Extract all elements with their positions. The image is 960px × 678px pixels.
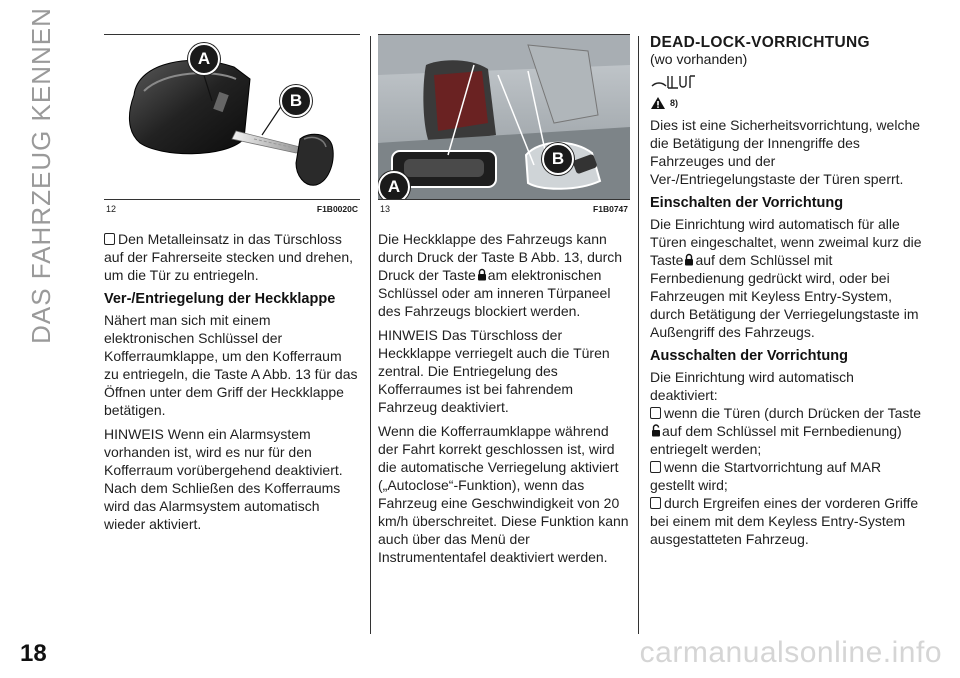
option-icon — [650, 72, 922, 90]
paragraph: HINWEIS Das Türschloss der Heckklappe verriegelt auch die Türen zentral. Die Entriegelung des Kofferraumes ist bei fahrendem Fahrzeug deaktiviert. — [378, 327, 610, 415]
paragraph: Nähert man sich mit einem elektronischen Schlüssel der Kofferraumklappe, um den Kofferraum zu entriegeln, die Taste A Abb. 13 für das Öffnen unter dem Griff der Heckklappe betätigen. — [104, 312, 358, 418]
column-1 — [104, 34, 360, 539]
section-title: DAS FAHRZEUG KENNEN — [25, 6, 56, 344]
section-subheading: (wo vorhanden) — [650, 51, 748, 67]
lock-key-icon — [684, 253, 694, 266]
label-b-badge: B — [280, 85, 312, 117]
key-fob-illustration — [104, 35, 360, 199]
figure-13-image — [378, 35, 630, 199]
figure-code: F1B0747 — [593, 204, 628, 214]
subheading: Einschalten der Vorrichtung — [650, 195, 844, 211]
optional-equipment-icon — [650, 72, 696, 90]
figure-13 — [378, 34, 630, 200]
subheading: Ausschalten der Vorrichtung — [650, 348, 848, 364]
paragraph: Die Einrichtung wird automatisch deaktiviert: — [650, 369, 854, 403]
page-number: 18 — [20, 640, 47, 667]
figure-12 — [104, 34, 360, 200]
paragraph: Die Einrichtung wird automatisch für alle Türen eingeschaltet, wenn zweimal kurz die Taste auf dem Schlüssel mit Fernbedienung gedrückt wird, oder bei Fahrzeugen mit Keyless Entry-System, durch Betätigung der Verriegelungstaste im Außengriff des Fahrzeugs. — [650, 216, 922, 340]
watermark: carmanualsonline.info — [639, 636, 942, 669]
figure-number: 12 — [106, 204, 117, 214]
list-item: durch Ergreifen eines der vorderen Griffe bei einem mit dem Keyless Entry-System ausgestatteten Fahrzeug. — [650, 495, 919, 547]
bullet-icon — [650, 461, 661, 473]
label-a-badge: A — [188, 43, 220, 75]
figure-12-image — [104, 35, 360, 199]
unlock-key-icon — [651, 424, 661, 437]
tailgate-illustration — [378, 35, 630, 199]
figure-13-caption — [378, 200, 630, 218]
figure-number: 13 — [380, 204, 391, 214]
subheading: Ver-/Entriegelung der Heckklappe — [104, 291, 336, 307]
warning-reference: 8) — [650, 96, 922, 110]
section-heading: DEAD-LOCK-VORRICHTUNG — [650, 34, 870, 51]
paragraph: HINWEIS Wenn ein Alarmsystem vorhanden ist, wird es nur für den Kofferraum vorübergehend deaktiviert. Nach dem Schließen des Kofferraums wird das Alarmsystem automatisch wieder aktiviert. — [104, 426, 343, 532]
bullet-icon — [650, 497, 661, 509]
label-b-badge: B — [542, 143, 574, 175]
paragraph: Den Metalleinsatz in das Türschloss auf der Fahrerseite stecken und drehen, um die Tür zu entriegeln. — [104, 231, 354, 283]
bullet-icon — [104, 233, 115, 245]
list-item: wenn die Startvorrichtung auf MAR gestellt wird; — [650, 459, 882, 493]
lock-key-icon — [477, 268, 487, 281]
column-3 — [650, 34, 922, 554]
list-item: wenn die Türen (durch Drücken der Tasteauf dem Schlüssel mit Fernbedienung) entriegelt werden; — [650, 405, 922, 457]
paragraph: Die Heckklappe des Fahrzeugs kann durch Druck der Taste B Abb. 13, durch Druck der Taste am elektronischen Schlüssel oder am inneren Türpaneel des Fahrzeugs blockiert werden. — [378, 231, 623, 319]
figure-12-caption — [104, 200, 360, 218]
label-a-badge: A — [378, 171, 410, 199]
bullet-icon — [650, 407, 661, 419]
column-2 — [378, 34, 630, 572]
figure-code: F1B0020C — [316, 204, 358, 214]
column-divider — [370, 36, 371, 634]
column-divider — [638, 36, 639, 634]
paragraph: Dies ist eine Sicherheitsvorrichtung, welche die Betätigung der Innengriffe des Fahrzeuges und der Ver-/Entriegelungstaste der Türen sperrt. — [650, 117, 921, 187]
paragraph: Wenn die Kofferraumklappe während der Fahrt korrekt geschlossen ist, wird die automatische Verriegelung aktiviert („Autoclose“-Funktion), wenn das Fahrzeug eine Geschwindigkeit von 20 km/h überschreitet. Diese Funktion kann auch über das Menü der Instrumententafel deaktiviert werden. — [378, 423, 629, 565]
warning-triangle-icon — [650, 96, 666, 110]
